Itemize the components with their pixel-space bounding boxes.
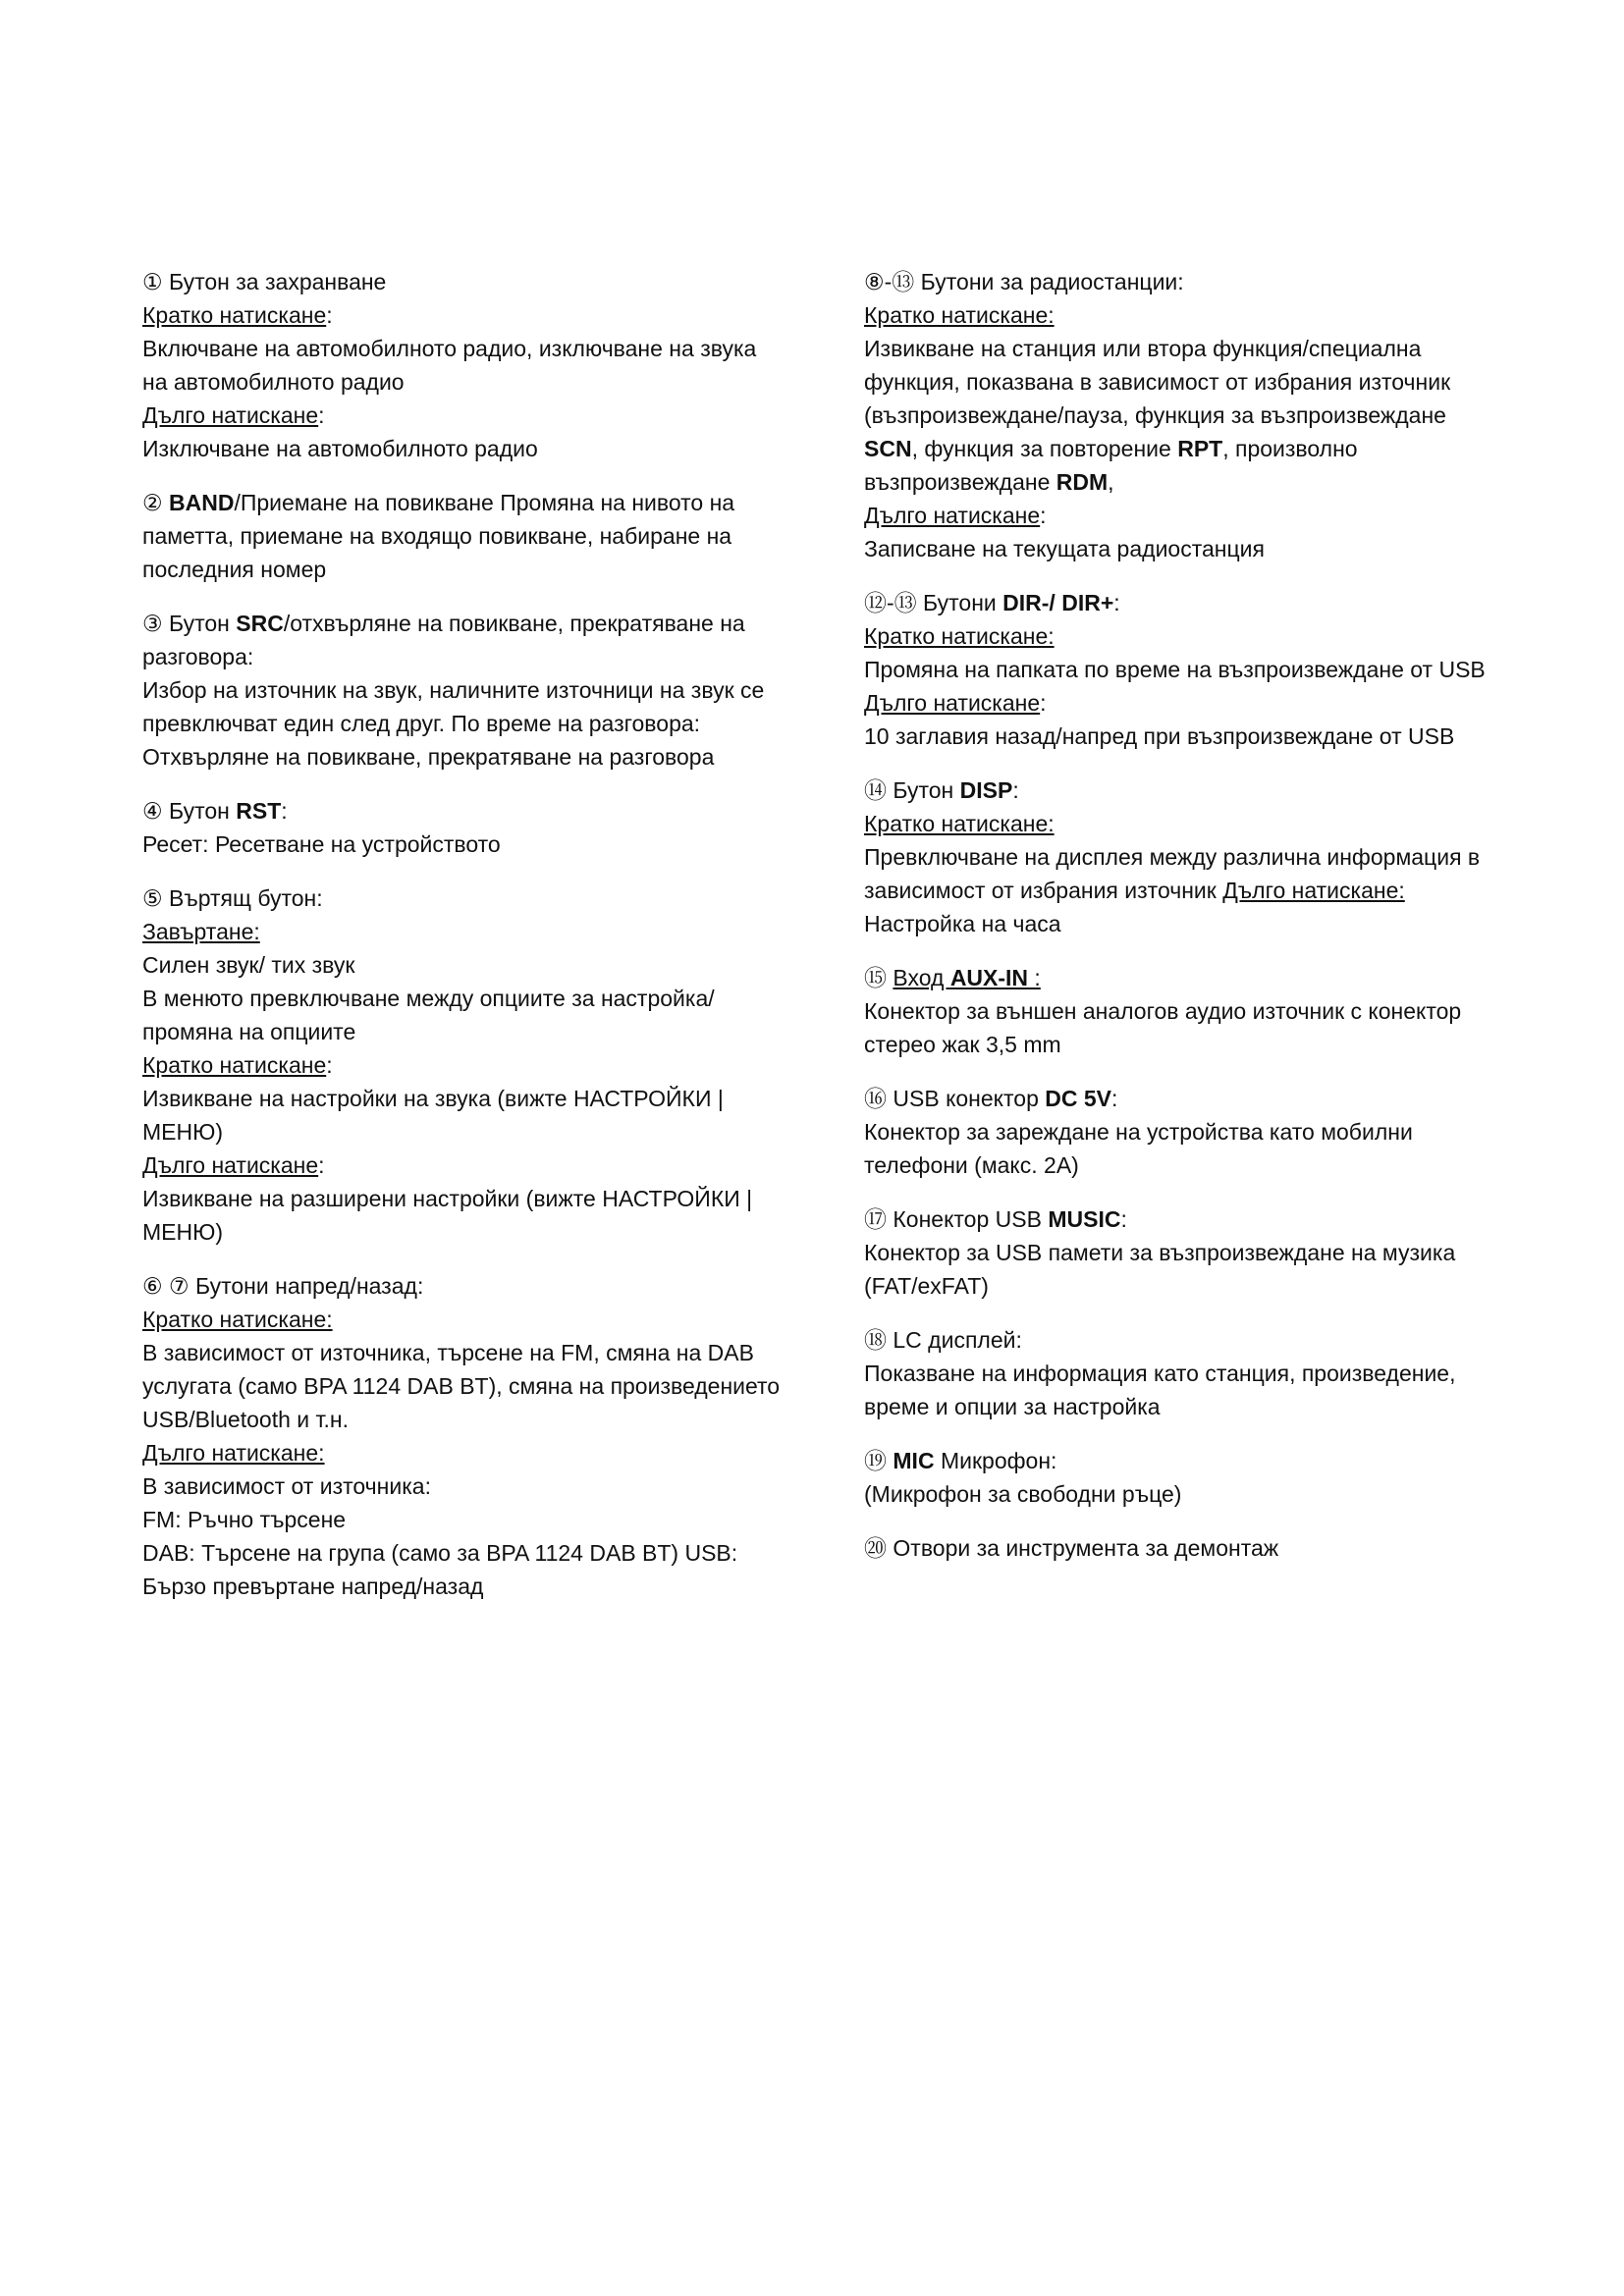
entry-usb-music <box>864 1202 1502 1303</box>
entry-desc: Ресет: Ресетване на устройството <box>142 831 501 857</box>
entry-heading: ⑳ Отвори за инструмента за демонтаж <box>864 1535 1279 1561</box>
bold-key: MIC <box>893 1448 935 1473</box>
rotate-desc: Силен звук/ тих звук <box>142 952 355 978</box>
entry-heading: ⑭ Бутон DISP: <box>864 777 1019 803</box>
long-press-desc: FM: Ръчно търсене <box>142 1507 347 1532</box>
short-press-label: Кратко натискане: <box>142 1307 333 1332</box>
entry-desc: (Микрофон за свободни ръце) <box>864 1481 1182 1507</box>
entry-band <box>142 486 781 586</box>
entry-disp <box>864 774 1502 940</box>
short-press-label: Кратко натискане <box>142 302 327 328</box>
entry-heading: ⑮ Вход AUX-IN : <box>864 965 1041 990</box>
long-press-desc: Настройка на часа <box>864 911 1061 936</box>
short-press-desc: Извикване на настройки на звука (вижте НАСТРОЙКИ | МЕНЮ) <box>142 1086 724 1145</box>
entry-usb-dc5v <box>864 1082 1502 1182</box>
entry-desc: Конектор за USB памети за възпроизвеждане на музика (FAT/exFAT) <box>864 1240 1456 1299</box>
entry-rotary-knob: ⑤ Въртящ бутон: Завъртане: Силен звук/ тих звук В менюто превключване между опциите за настройка/промяна на опциите Кратко натискане: Извикване на настройки на звука (вижте НАСТРОЙКИ | МЕНЮ) Дълго натискане: Извикване на разширени настройки (вижте НАСТРОЙКИ | МЕНЮ) <box>142 881 781 1249</box>
entry-heading: ① Бутон за захранване <box>142 269 387 294</box>
bold-key: DIR-/ DIR+ <box>1002 590 1114 615</box>
short-press-desc: Промяна на папката по време на възпроизвеждане от USB <box>864 657 1486 682</box>
entry-heading: ⑥ ⑦ Бутони напред/назад: <box>142 1273 424 1299</box>
entry-heading: ③ Бутон SRC/отхвърляне на повикване, прекратяване на разговора: <box>142 611 745 669</box>
long-press-desc: Изключване на автомобилното радио <box>142 436 538 461</box>
bold-key: SCN <box>864 436 912 461</box>
short-press-label: Кратко натискане: <box>864 623 1055 649</box>
bold-key: SRC <box>236 611 284 636</box>
long-press-label: Дълго натискане <box>864 503 1041 528</box>
bold-key: DC 5V <box>1045 1086 1111 1111</box>
rotate-label: Завъртане: <box>142 919 260 944</box>
entry-src <box>142 607 781 774</box>
long-press-desc: Записване на текущата радиостанция <box>864 536 1265 561</box>
long-press-label: Дълго натискане: <box>1222 878 1405 903</box>
long-press-desc: В зависимост от източника: <box>142 1473 431 1499</box>
bold-key: RPT <box>1177 436 1223 461</box>
entry-heading: ④ Бутон RST: <box>142 798 288 824</box>
bold-key: BAND <box>169 490 235 515</box>
entry-heading: ⑱ LC дисплей: <box>864 1327 1022 1353</box>
entry-aux-in <box>864 961 1502 1061</box>
long-press-label: Дълго натискане <box>142 402 319 428</box>
entry-heading: ⑲ MIC Микрофон: <box>864 1448 1057 1473</box>
entry-heading: ② BAND/Приемане на повикване Промяна на нивото на паметта, приемане на входящо повикване, набиране на последния номер <box>142 490 735 582</box>
entry-removal-slots <box>864 1531 1502 1565</box>
entry-desc: Показване на информация като станция, произведение, време и опции за настройка <box>864 1361 1456 1419</box>
short-press-desc: В зависимост от източника, търсене на FM, смяна на DAB услугата (само BPA 1124 DAB BT), смяна на произведението USB/Bluetooth и т.н. <box>142 1340 781 1432</box>
entry-desc: Избор на източник на звук, наличните източници на звук се превключват един след друг. По време на разговора: Отхвърляне на повикване, прекратяване на разговора <box>142 677 765 770</box>
entry-desc: Конектор за зареждане на устройства като мобилни телефони (макс. 2A) <box>864 1119 1413 1178</box>
bold-key: RDM <box>1056 469 1109 495</box>
entry-heading: ⑰ Конектор USB MUSIC: <box>864 1206 1127 1232</box>
entry-heading: ⑯ USB конектор DC 5V: <box>864 1086 1118 1111</box>
long-press-label: Дълго натискане: <box>142 1440 325 1466</box>
entry-power-button: ① Бутон за захранване Кратко натискане: Включване на автомобилното радио, изключване на звука на автомобилното радио Дълго натискане: Изключване на автомобилното радио <box>142 265 781 465</box>
entry-heading: ⑧-⑬ Бутони за радиостанции: <box>864 269 1184 294</box>
rotate-desc: В менюто превключване между опциите за настройка/промяна на опциите <box>142 986 715 1044</box>
left-column <box>142 265 781 1624</box>
long-press-desc: DAB: Търсене на група (само за BPA 1124 DAB BT) USB: Бързо превъртане напред/назад <box>142 1540 738 1599</box>
short-press-label: Кратко натискане <box>142 1052 327 1078</box>
entry-dir-buttons: ⑫-⑬ Бутони DIR-/ DIR+: Кратко натискане: Промяна на папката по време на възпроизвеждане от USB Дълго натискане: 10 заглавия назад/напред при възпроизвеждане от USB <box>864 586 1502 753</box>
short-press-desc: Превключване на дисплея между различна информация в зависимост от избрания източник Дълго натискане: <box>864 844 1481 903</box>
entry-mic <box>864 1444 1502 1511</box>
short-press-label: Кратко натискане: <box>864 811 1055 836</box>
entry-forward-back-buttons <box>142 1269 781 1603</box>
long-press-label: Дълго натискане <box>864 690 1041 716</box>
right-column <box>864 265 1502 1585</box>
long-press-desc: Извикване на разширени настройки (вижте НАСТРОЙКИ | МЕНЮ) <box>142 1186 753 1245</box>
long-press-desc: 10 заглавия назад/напред при възпроизвеждане от USB <box>864 723 1455 749</box>
bold-key: DISP <box>959 777 1013 803</box>
entry-heading: ⑫-⑬ Бутони DIR-/ DIR+: <box>864 590 1120 615</box>
bold-key: AUX-IN <box>949 965 1029 990</box>
entry-desc: Конектор за външен аналогов аудио източник с конектор стерео жак 3,5 mm <box>864 998 1462 1057</box>
short-press-desc: Включване на автомобилното радио, изключване на звука на автомобилното радио <box>142 336 757 395</box>
bold-key: MUSIC <box>1048 1206 1121 1232</box>
entry-rst <box>142 794 781 861</box>
entry-heading: ⑤ Въртящ бутон: <box>142 885 323 911</box>
short-press-label: Кратко натискане: <box>864 302 1055 328</box>
bold-key: RST <box>236 798 282 824</box>
entry-lc-display <box>864 1323 1502 1423</box>
long-press-label: Дълго натискане <box>142 1152 319 1178</box>
entry-station-buttons: ⑧-⑬ Бутони за радиостанции: Кратко натискане: Извикване на станция или втора функция/специална функция, показвана в зависимост от избрания източник (възпроизвеждане/пауза, функция за възпроизвеждане SCN, функция за повторение RPT, произволно възпроизвеждане RDM, Дълго натискане: Записване на текущата радиостанция <box>864 265 1502 565</box>
short-press-desc: Извикване на станция или втора функция/специална функция, показвана в зависимост от избрания източник (възпроизвеждане/пауза, функция за възпроизвеждане SCN, функция за повторение RPT, произволно възпроизвеждане RDM, <box>864 336 1451 495</box>
